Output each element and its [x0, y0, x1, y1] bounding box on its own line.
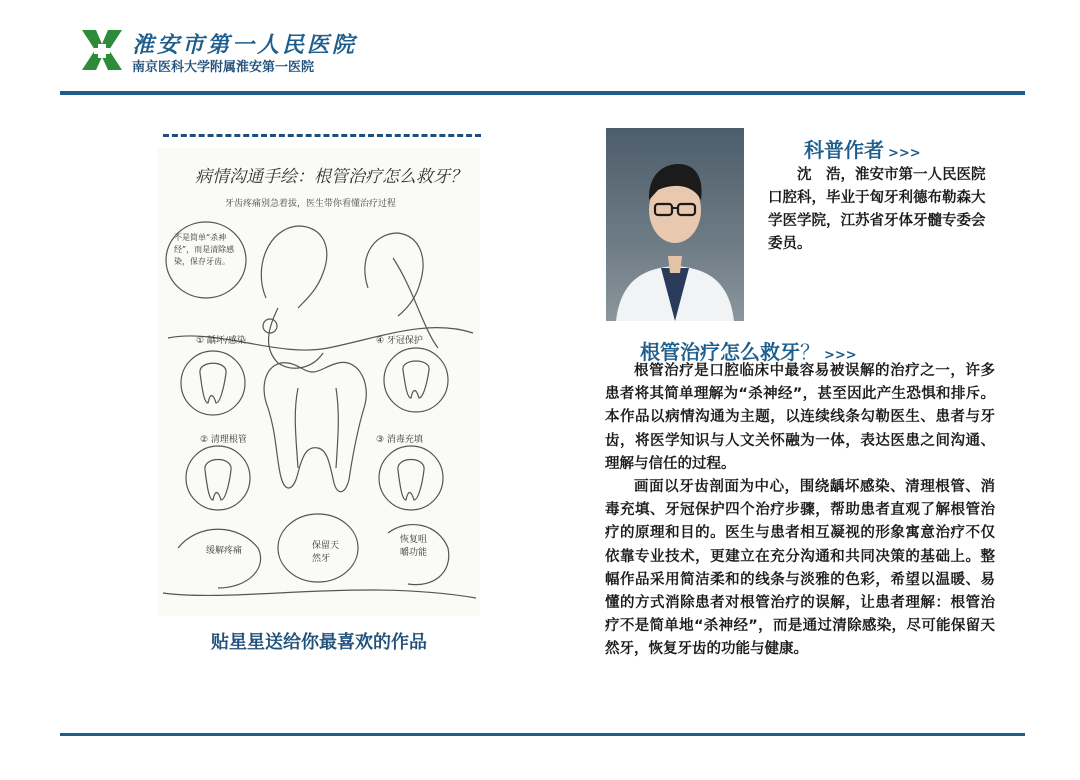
footer-divider	[60, 733, 1025, 736]
speech-bubble-text: 不是简单“杀神经”，而是清除感染，保存牙齿。	[174, 233, 235, 266]
step-label-3: ③ 消毒充填	[376, 435, 423, 445]
section-body	[605, 360, 995, 662]
step-label-1: ① 龋坏/感染	[196, 336, 246, 346]
artwork-subtitle: 牙齿疼痛别急着拔，医生带你看懂治疗过程	[225, 199, 397, 209]
bottom-label-2: 保留天然牙	[312, 541, 340, 564]
bottom-label-1: 缓解疼痛	[206, 546, 243, 556]
step-label-4: ④ 牙冠保护	[376, 336, 423, 346]
chevrons-icon: >>>	[824, 348, 857, 363]
artwork-title: 病情沟通手绘：根管治疗怎么救牙？	[195, 167, 467, 187]
artwork-caption: 贴星星送给你最喜欢的作品	[211, 632, 427, 653]
doctor-portrait-photo	[606, 128, 744, 321]
hospital-subtitle: 南京医科大学附属淮安第一医院	[132, 60, 315, 75]
author-heading	[804, 134, 921, 163]
hospital-logo-icon	[78, 24, 126, 74]
header-divider	[60, 91, 1025, 95]
chevrons-icon: >>>	[888, 146, 921, 161]
author-bio: 沈 浩，淮安市第一人民医院口腔科，毕业于匈牙利德布勒森大学医学院，江苏省牙体牙髓专委会委员。	[768, 167, 986, 252]
hospital-name: 淮安市第一人民医院	[132, 32, 358, 58]
author-heading-text: 科普作者	[804, 138, 884, 162]
question-mark: ？	[800, 340, 820, 364]
bottom-label-3: 恢复咀嚼功能	[400, 535, 428, 558]
page-header	[0, 0, 1080, 100]
step-label-2: ② 清理根管	[200, 435, 247, 445]
dashed-divider	[163, 134, 481, 137]
paragraph-1: 根管治疗是口腔临床中最容易被误解的治疗之一，许多患者将其简单理解为“杀神经”，甚至因此产生恐惧和排斥。本作品以病情沟通为主题，以连续线条勾勒医生、患者与牙齿，将医学知识与人文关怀融为一体，表达医患之间沟通、理解与信任的过程。	[605, 363, 995, 472]
paragraph-2: 画面以牙齿剖面为中心，围绕龋坏感染、清理根管、消毒充填、牙冠保护四个治疗步骤，帮助患者直观了解根管治疗的原理和目的。医生与患者相互凝视的形象寓意治疗不仅依靠专业技术，更建立在充分沟通和共同决策的基础上。整幅作品采用简洁柔和的线条与淡雅的色彩，希望以温暖、易懂的方式消除患者对根管治疗的误解，让患者理解：根管治疗不是简单地“杀神经”，而是通过清除感染，尽可能保留天然牙，恢复牙齿的功能与健康。	[605, 479, 995, 658]
section-heading-text: 根管治疗怎么救牙	[640, 340, 800, 364]
